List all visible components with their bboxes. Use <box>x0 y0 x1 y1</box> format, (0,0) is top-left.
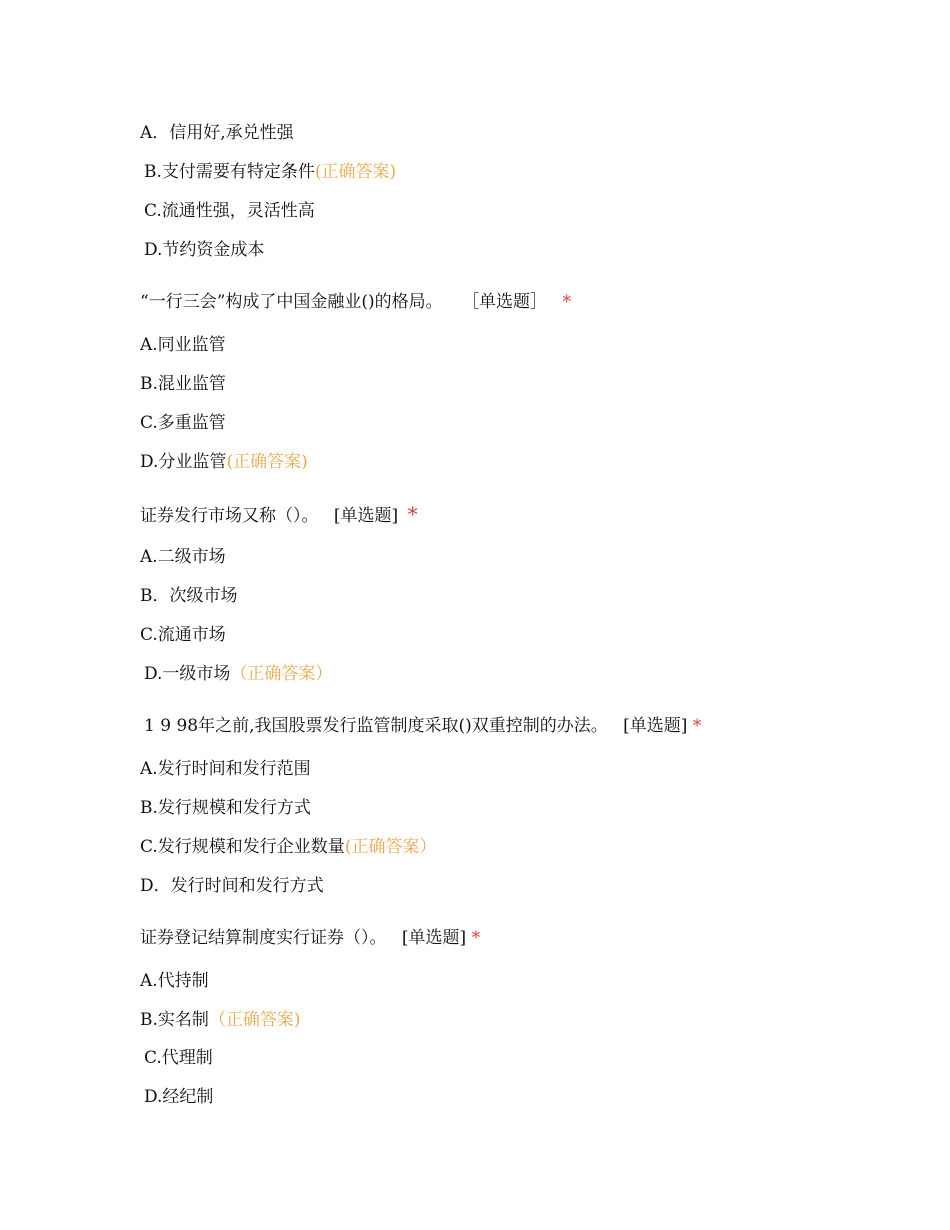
required-star: * <box>562 292 571 312</box>
option-text: D.经纪制 <box>144 1087 214 1107</box>
option-q3-a <box>140 546 226 568</box>
option-text: D.分业监管 <box>140 452 227 472</box>
option-q1-b <box>144 161 396 183</box>
option-q1-c <box>144 200 315 222</box>
option-text: B.发行规模和发行方式 <box>140 798 311 818</box>
question-type-tag: ［单选题］ <box>462 292 548 312</box>
option-text: A.二级市场 <box>140 547 226 567</box>
option-text: D.节约资金成本 <box>144 240 265 260</box>
question-2-stem <box>140 291 571 313</box>
option-text: A.同业监管 <box>140 335 226 355</box>
option-text: B.实名制 <box>140 1010 209 1030</box>
question-text: 证券登记结算制度实行证券（）。 <box>140 928 387 948</box>
option-text: A.代持制 <box>140 971 209 991</box>
question-type-tag: [单选题] <box>401 928 467 948</box>
option-q4-a <box>140 758 311 780</box>
option-text: D.一级市场 <box>144 664 231 684</box>
option-text: A．信用好,承兑性强 <box>140 123 294 143</box>
option-text: B．次级市场 <box>140 586 238 606</box>
correct-answer-mark: （正确答案) <box>208 1010 301 1030</box>
question-text: “一行三会”构成了中国金融业()的格局。 <box>140 292 443 312</box>
question-type-tag: [单选题] <box>333 506 399 526</box>
correct-answer-mark: (正确答案) <box>314 162 397 182</box>
option-q2-c <box>140 412 226 434</box>
option-q1-a <box>140 122 294 144</box>
correct-answer-mark: (正确答案） <box>344 837 437 857</box>
option-text: C.流通性强，灵活性高 <box>144 201 315 221</box>
option-q3-c <box>140 624 226 646</box>
required-star: * <box>692 716 702 736</box>
required-star: * <box>471 928 481 948</box>
option-q3-d <box>144 663 332 685</box>
option-q5-a <box>140 970 209 992</box>
correct-answer-mark: (正确答案) <box>226 452 308 472</box>
question-text: 1 9 98年之前,我国股票发行监管制度采取()双重控制的办法。 <box>144 716 608 736</box>
option-text: C.多重监管 <box>140 413 226 433</box>
option-q5-d <box>144 1086 213 1108</box>
option-q4-c <box>140 836 436 858</box>
correct-answer-mark: （正确答案） <box>230 664 333 684</box>
option-q2-a <box>140 334 226 356</box>
option-text: D．发行时间和发行方式 <box>140 876 324 896</box>
question-type-tag: [单选题] <box>623 716 688 736</box>
option-q5-c <box>144 1047 213 1069</box>
option-text: C.发行规模和发行企业数量 <box>140 837 345 857</box>
option-q2-b <box>140 373 226 395</box>
option-q2-d <box>140 451 308 473</box>
required-star: * <box>407 502 418 526</box>
option-q5-b <box>140 1009 301 1031</box>
option-text: A.发行时间和发行范围 <box>140 759 311 779</box>
question-3-stem <box>140 503 418 527</box>
option-text: C.代理制 <box>144 1048 213 1068</box>
option-text: C.流通市场 <box>140 625 226 645</box>
option-q3-b <box>140 585 238 607</box>
question-5-stem <box>140 927 480 949</box>
option-q1-d <box>144 239 264 261</box>
option-q4-d <box>140 875 324 897</box>
option-text: B.支付需要有特定条件 <box>144 162 315 182</box>
option-text: B.混业监管 <box>140 374 226 394</box>
question-4-stem <box>144 715 701 737</box>
question-text: 证券发行市场又称（）。 <box>140 506 319 526</box>
option-q4-b <box>140 797 311 819</box>
